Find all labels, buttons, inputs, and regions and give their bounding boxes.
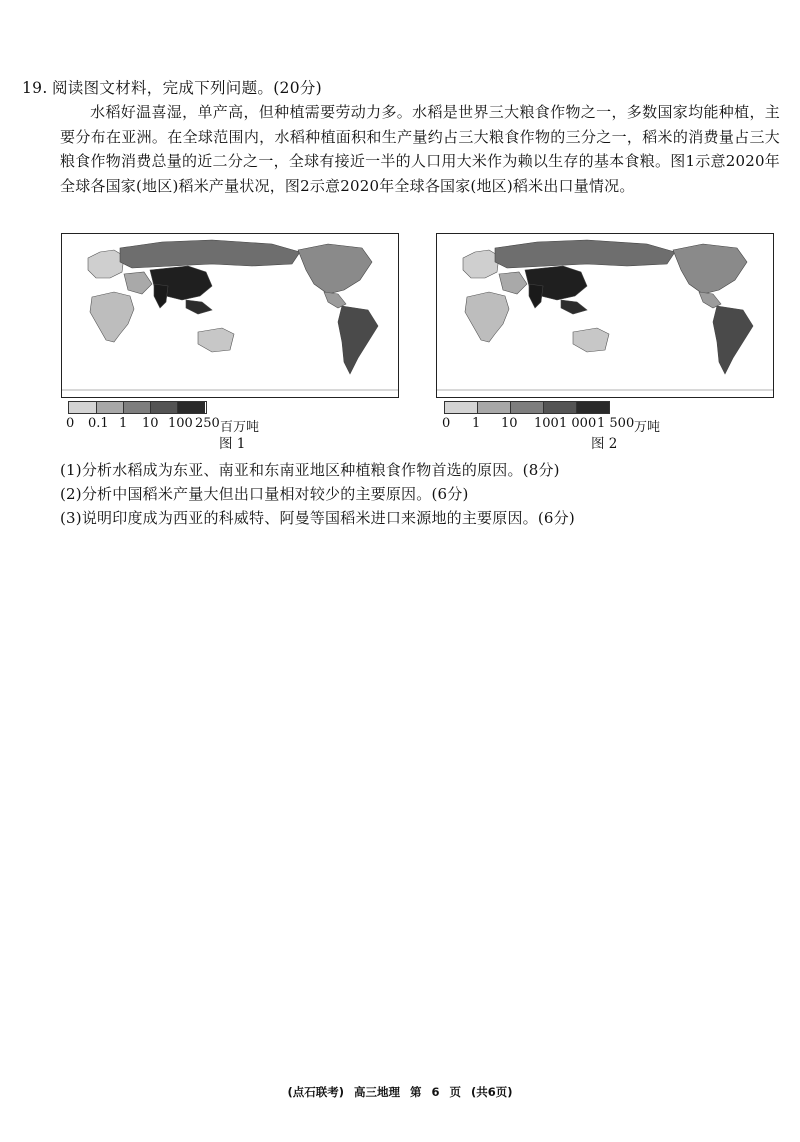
legend-swatch [151,402,178,413]
footer-page-suffix: 页 [449,1085,462,1099]
footer-subject: 高三地理 [353,1085,400,1099]
legend-swatch [97,402,124,413]
sub-question-1: (1)分析水稻成为东亚、南亚和东南亚地区种植粮食作物首选的原因。(8分) [60,461,560,479]
legend-swatch [178,402,205,413]
legend-swatch [445,402,478,413]
sub-question-3: (3)说明印度成为西亚的科威特、阿曼等国稻米进口来源地的主要原因。(6分) [60,509,575,527]
legend-swatch [69,402,97,413]
legend-unit: 百万吨 [220,420,260,435]
figure1-legend [66,401,278,435]
legend-swatch [478,402,511,413]
legend-tick: 1 [119,416,128,431]
legend-tick: 1 500 [597,416,635,431]
legend-unit: 万吨 [634,420,661,435]
legend-swatch [124,402,151,413]
footer-page-prefix: 第 [409,1085,422,1099]
legend-tick: 0 [442,416,451,431]
page-footer [0,1084,800,1100]
question-title: 阅读图文材料，完成下列问题。(20分) [52,79,323,97]
question-paragraph: 水稻好温喜湿，单产高，但种植需要劳动力多。水稻是世界三大粮食作物之一，多数国家均能种植，主要分布在亚洲。在全球范围内，水稻种植面积和生产量约占三大粮食作物的三分之一，稻米的消费量占三大粮食作物消费总量的近二分之一，全球有接近一半的人口用大米作为赖以生存的基本食粮。图1示意2020年全球各国家(地区)稻米产量状况，图2示意2020年全球各国家(地区)稻米出口量情况。 [60,103,780,195]
figure1-caption: 图 1 [219,436,246,452]
footer-total-pages: (共6页) [471,1085,513,1099]
legend-tick: 0.1 [88,416,109,431]
legend-swatch [511,402,544,413]
figure2-caption: 图 2 [591,436,618,452]
legend-tick: 0 [66,416,75,431]
legend-tick: 10 [142,416,159,431]
legend-swatch [544,402,577,413]
figure1-map [61,233,399,398]
sub-question-2: (2)分析中国稻米产量大但出口量相对较少的主要原因。(6分) [60,485,469,503]
question-heading [22,76,322,98]
legend-swatch [577,402,609,413]
legend-tick: 10 [501,416,518,431]
legend-tick: 100 [168,416,193,431]
question-number: 19. [22,79,48,97]
figure2-legend [442,401,674,435]
figure2-map [436,233,774,398]
footer-source: (点石联考) [287,1085,344,1099]
legend-tick: 1 [472,416,481,431]
legend-tick: 100 [534,416,559,431]
question-paragraph-container [60,100,780,198]
footer-page-number: 6 [431,1085,440,1099]
legend-tick: 1 000 [559,416,597,431]
legend-tick: 250 [195,416,220,431]
